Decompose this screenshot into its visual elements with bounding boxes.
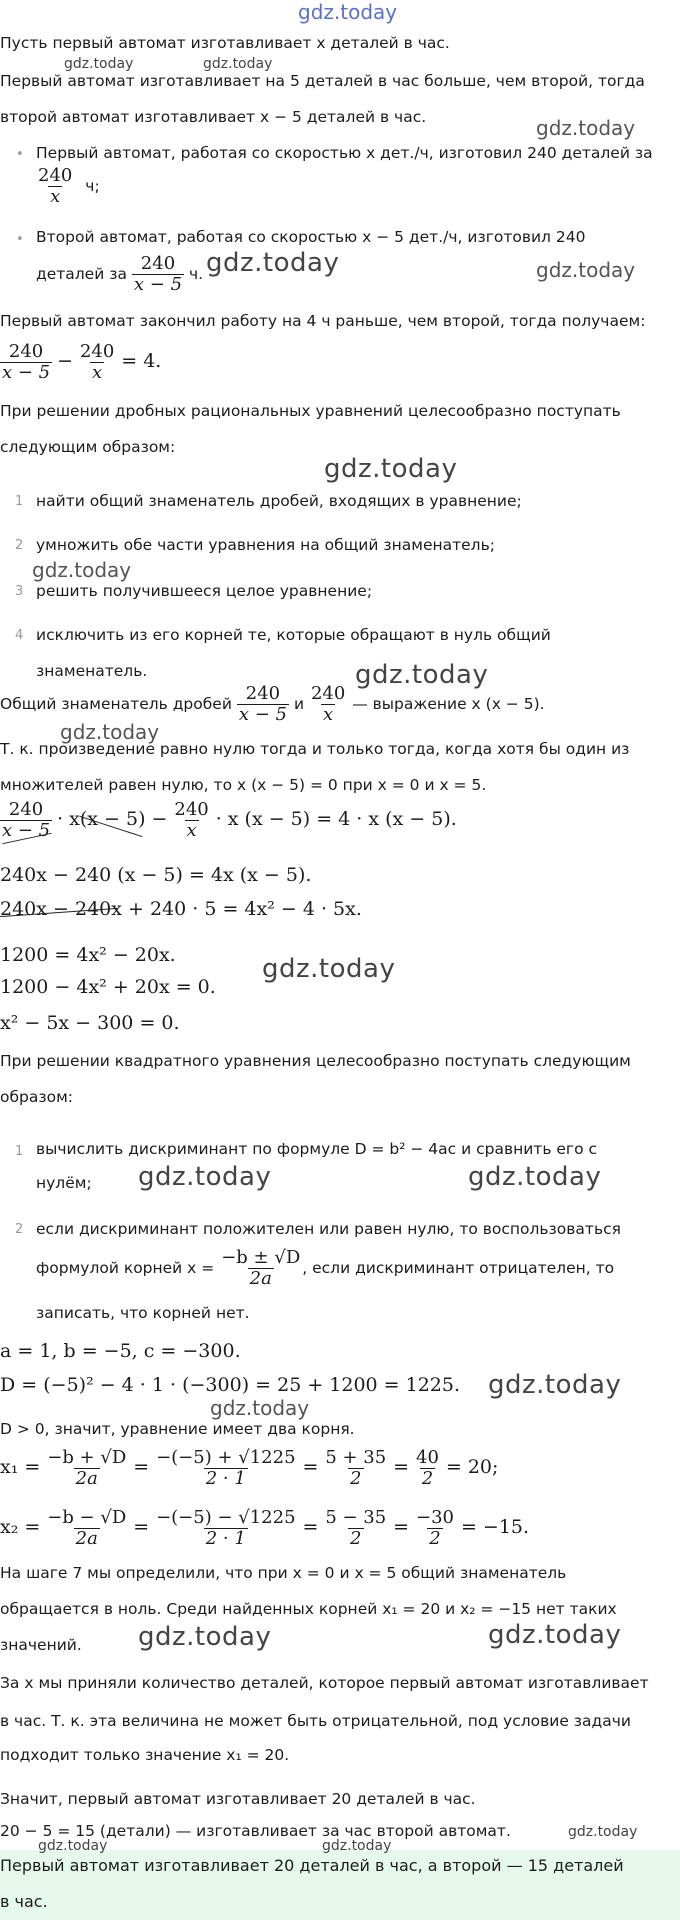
fraction: $\frac{240}{x - 5}$ bbox=[133, 253, 183, 296]
watermark: gdz.today bbox=[138, 1622, 272, 1652]
watermark: gdz.today bbox=[488, 1370, 622, 1400]
text-line: 20 − 5 = 15 (детали) — изготавливает за час второй автомат. bbox=[0, 1822, 511, 1840]
equation: 1200 = 4x² − 20x. bbox=[0, 944, 176, 966]
watermark: gdz.today bbox=[64, 56, 134, 72]
watermark: gdz.today bbox=[32, 558, 132, 582]
step-text: знаменатель. bbox=[36, 662, 148, 680]
text-line: Первый автомат изготавливает на 5 деталей в час больше, чем второй, тогда bbox=[0, 72, 645, 90]
watermark: gdz.today bbox=[568, 1824, 638, 1840]
text-line: значений. bbox=[0, 1636, 82, 1654]
watermark: gdz.today bbox=[138, 1162, 272, 1192]
watermark: gdz.today bbox=[206, 248, 340, 278]
watermark: gdz.today bbox=[38, 1838, 108, 1854]
text-line: D > 0, значит, уравнение имеет два корня. bbox=[0, 1420, 355, 1438]
text-line: второй автомат изготавливает x − 5 деталей в час. bbox=[0, 108, 427, 126]
step-text: найти общий знаменатель дробей, входящих в уравнение; bbox=[36, 492, 522, 510]
text-line: множителей равен нулю, то x (x − 5) = 0 при x = 0 и x = 5. bbox=[0, 776, 487, 794]
step-text: если дискриминант положителен или равен нулю, то воспользоваться bbox=[36, 1220, 621, 1238]
text-line: подходит только значение x₁ = 20. bbox=[0, 1746, 290, 1764]
equation: x² − 5x − 300 = 0. bbox=[0, 1012, 180, 1034]
equation: 240x − 240x + 240 · 5 = 4x² − 4 · 5x. bbox=[0, 898, 362, 920]
step-number: 4 bbox=[15, 628, 24, 643]
step-text: формулой корней x = $\frac{-b \pm √D}{2a}$ , если дискриминант отрицателен, то bbox=[36, 1247, 615, 1290]
text-line: Пусть первый автомат изготавливает x деталей в час. bbox=[0, 34, 450, 52]
bullet-dot: • bbox=[16, 232, 24, 247]
step-text: вычислить дискриминант по формуле D = b² − 4ac и сравнить его с bbox=[36, 1140, 598, 1158]
text-line: обращается в ноль. Среди найденных корней x₁ = 20 и x₂ = −15 нет таких bbox=[0, 1600, 617, 1618]
watermark: gdz.today bbox=[468, 1162, 602, 1192]
text-line: в час. Т. к. эта величина не может быть отрицательной, под условие задачи bbox=[0, 1712, 631, 1730]
watermark: gdz.today bbox=[488, 1620, 622, 1650]
fraction-line: деталей за $\frac{240}{x - 5}$ ч. bbox=[36, 253, 204, 296]
text-line: Значит, первый автомат изготавливает 20 деталей в час. bbox=[0, 1790, 476, 1808]
equation: $\frac{240}{x - 5}$ − $\frac{240}{x}$ = 4. bbox=[2, 341, 162, 384]
text-line: Общий знаменатель дробей $\frac{240}{x - 5}$ и $\frac{240}{x}$ — выражение x (x − 5). bbox=[0, 683, 545, 726]
text-line: Т. к. произведение равно нулю тогда и только тогда, когда хотя бы один из bbox=[0, 740, 630, 758]
watermark: gdz.today bbox=[322, 1838, 392, 1854]
step-text: записать, что корней нет. bbox=[36, 1304, 250, 1322]
watermark: gdz.today bbox=[60, 720, 160, 744]
fraction: $\frac{240}{x}$ bbox=[38, 165, 73, 208]
watermark: gdz.today bbox=[536, 116, 636, 140]
watermark: gdz.today bbox=[203, 56, 273, 72]
equation: 240x − 240 (x − 5) = 4x (x − 5). bbox=[0, 864, 312, 886]
text-line: При решении дробных рациональных уравнений целесообразно поступать bbox=[0, 402, 621, 420]
step-text: исключить из его корней те, которые обращают в нуль общий bbox=[36, 626, 551, 644]
step-text: нулём; bbox=[36, 1174, 92, 1192]
answer-text: в час. bbox=[0, 1892, 48, 1911]
text-line: При решении квадратного уравнения целесообразно поступать следующим bbox=[0, 1052, 631, 1070]
equation: 1200 − 4x² + 20x = 0. bbox=[0, 976, 216, 998]
watermark: gdz.today bbox=[262, 954, 396, 984]
text-line: следующим образом: bbox=[0, 438, 176, 456]
answer-text: Первый автомат изготавливает 20 деталей в час, а второй — 15 деталей bbox=[0, 1856, 624, 1875]
watermark: gdz.today bbox=[210, 1396, 310, 1420]
text-line: За x мы приняли количество деталей, которое первый автомат изготавливает bbox=[0, 1674, 649, 1692]
fraction-line: $\frac{240}{x}$ ч; bbox=[38, 165, 100, 208]
step-number: 1 bbox=[15, 1144, 24, 1159]
equation: a = 1, b = −5, c = −300. bbox=[0, 1340, 241, 1362]
equation: D = (−5)² − 4 · 1 · (−300) = 25 + 1200 = 1225. bbox=[0, 1374, 461, 1396]
step-number: 2 bbox=[15, 1222, 24, 1237]
text-line: На шаге 7 мы определили, что при x = 0 и x = 5 общий знаменатель bbox=[0, 1564, 567, 1582]
step-number: 1 bbox=[15, 494, 24, 509]
step-number: 3 bbox=[15, 584, 24, 599]
bullet-dot: • bbox=[16, 147, 24, 162]
watermark: gdz.today bbox=[355, 660, 489, 690]
step-text: решить получившееся целое уравнение; bbox=[36, 582, 373, 600]
equation: x₁ = $\frac{-b + √D}{2a}$ = $\frac{-(-5) + √1225}{2 \cdot 1}$ = $\frac{5 + 35}{2}$ = $\frac{40}{2}$ = 20; bbox=[0, 1447, 499, 1490]
step-text: умножить обе части уравнения на общий знаменатель; bbox=[36, 536, 495, 554]
bullet-text: Второй автомат, работая со скоростью x − 5 дет./ч, изготовил 240 bbox=[36, 228, 586, 246]
equation: x₂ = $\frac{-b - √D}{2a}$ = $\frac{-(-5) - √1225}{2 \cdot 1}$ = $\frac{5 - 35}{2}$ = $\frac{-30}{2}$ = −15. bbox=[0, 1507, 530, 1550]
equation: $\frac{240}{x - 5}$ · x(x − 5) − $\frac{240}{x}$ · x (x − 5) = 4 · x (x − 5). bbox=[2, 799, 457, 842]
header-watermark: gdz.today bbox=[298, 0, 398, 24]
text-line: Первый автомат закончил работу на 4 ч раньше, чем второй, тогда получаем: bbox=[0, 312, 646, 330]
text-line: образом: bbox=[0, 1088, 74, 1106]
watermark: gdz.today bbox=[324, 454, 458, 484]
watermark: gdz.today bbox=[536, 258, 636, 282]
step-number: 2 bbox=[15, 538, 24, 553]
bullet-text: Первый автомат, работая со скоростью x дет./ч, изготовил 240 деталей за bbox=[36, 144, 653, 162]
